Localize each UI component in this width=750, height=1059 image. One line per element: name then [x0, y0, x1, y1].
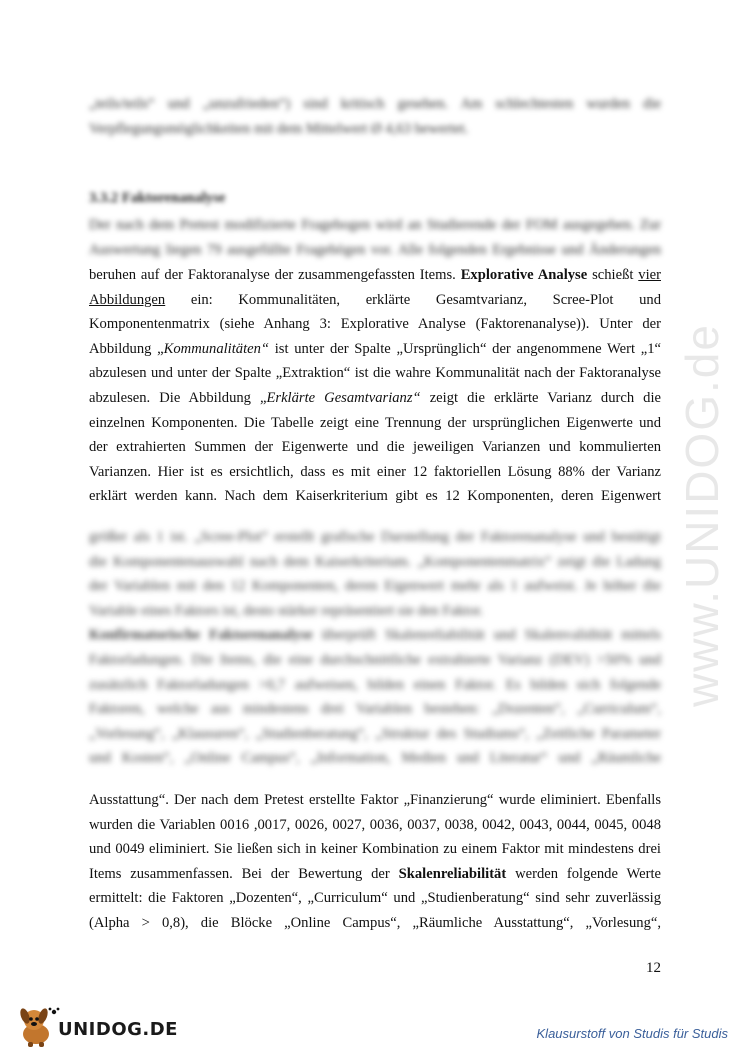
text-span: Items zusammenfassen. Bei der Bewertung der [89, 865, 399, 882]
text-line [89, 263, 661, 288]
text-line: die Komponentenauswahl nach dem Kaiserkriterium. „Komponentenmatrix“ zeigt die Ladung [89, 553, 661, 570]
page-number: 12 [646, 960, 661, 976]
section-heading: 3.3.2 Faktorenanalyse [89, 190, 226, 206]
text-line: Komponentenmatrix (siehe Anhang 3: Explorative Analyse (Faktorenanalyse)). Unter der [89, 316, 661, 333]
text-line [89, 337, 661, 362]
underlined-term: Abbildungen [89, 291, 166, 308]
italic-term: Kommunalitäten“ [163, 340, 270, 357]
unidog-logo [14, 1004, 178, 1048]
text-span: beruhen auf der Faktoranalyse der zusammengefassten Items. [89, 267, 461, 283]
logo-text: UNIDOG.DE [58, 1019, 178, 1040]
text-span: abzulesen. Die Abbildung „ [89, 389, 267, 406]
text-line: Faktorladungen. Die Items, die eine durchschnittliche extrahierte Varianz (DEV) >50% und [89, 651, 661, 668]
section-blurred-top [89, 213, 661, 262]
section-clear-text [89, 263, 661, 509]
text-line: der extrahierten Summen der Eigenwerte und die jeweiligen Varianzen und kommulierten [89, 439, 661, 456]
text-line: „Vorlesung“, „Klausuren“, „Studienberatung“, „Struktur des Studiums“, „Zeitliche Parameter [89, 725, 661, 742]
text-line: (Alpha > 0,8), die Blöcke „Online Campus“, „Räumliche Ausstattung“, „Vorlesung“, [89, 914, 661, 931]
text-line [89, 862, 661, 887]
text-line: größer als 1 ist. „Scree-Plot“ erstellt grafische Darstellung der Faktorenanalyse und bestätigt [89, 529, 661, 545]
text-line: ermittelt: die Faktoren „Dozenten“, „Curriculum“ und „Studienberatung“ sind sehr zuverlässig [89, 890, 661, 907]
section-blurred-middle [89, 525, 661, 771]
watermark [672, 300, 732, 730]
text-line: und 0049 eliminiert. Sie ließen sich in keiner Kombination zu einem Faktor mit mindestens drei [89, 841, 661, 858]
text-line [89, 288, 661, 313]
dog-mascot-icon [14, 1004, 60, 1048]
text-line [89, 623, 661, 648]
text-line: Variable eines Faktors ist, desto stärker repräsentiert sie den Faktor. [89, 602, 484, 619]
text-line: Varianzen. Hier ist es ersichtlich, dass es mit einer 12 faktoriellen Lösung 88% der Varianz [89, 463, 661, 480]
text-line: Auswertung liegen 79 ausgefüllte Fragebögen vor. Alle folgenden Ergebnisse und Änderungen [89, 241, 661, 258]
text-line: einzelnen Komponenten. Die Tabelle zeigt eine Trennung der ursprünglichen Eigenwerte und [89, 414, 661, 431]
text-line: Der nach dem Pretest modifizierte Fragebogen wird an Studierende der FOM ausgegeben. Zur [89, 217, 661, 233]
text-line: Faktoren, welche aus mindestens drei Variablen bestehen: „Dozenten“, „Curriculum“, [89, 701, 661, 718]
section-clear-bottom [89, 788, 661, 936]
watermark-text: www.UNIDOG.de [676, 323, 729, 707]
text-span: ein: Kommunalitäten, erklärte Gesamtvarianz, Scree-Plot und [165, 291, 661, 308]
text-span: zeigt die erklärte Varianz durch die [420, 389, 661, 406]
text-span: überprüft Skalenreliabilität und Skalenvalidität mittels [312, 627, 661, 644]
intro-line: „teils/teils“ und „unzufrieden“) sind kritisch gesehen. Am schlechtesten wurden die [89, 96, 661, 112]
text-span: ist unter der Spalte „Ursprünglich“ der angenommene Wert „1“ [269, 340, 661, 357]
underlined-term: vier [638, 267, 661, 283]
text-line: wurden die Variablen 0016 ,0017, 0026, 0027, 0036, 0037, 0038, 0042, 0043, 0044, 0045, 0048 [89, 816, 661, 833]
text-line: Ausstattung“. Der nach dem Pretest erstellte Faktor „Finanzierung“ wurde eliminiert. Ebenfalls [89, 792, 661, 808]
text-line: der Variablen mit den 12 Komponenten, deren Eigenwert mehr als 1 aufweist. Je höher die [89, 578, 661, 595]
intro-line: Verpflegungsmöglichkeiten mit dem Mittelwert Ø 4,63 bewertet. [89, 120, 469, 137]
bold-term: Konfirmatorische Faktorenanalyse [89, 627, 313, 644]
italic-term: Erklärte Gesamtvarianz“ [266, 389, 421, 406]
text-line: erklärt werden kann. Nach dem Kaiserkriterium gibt es 12 Komponenten, deren Eigenwert [89, 488, 661, 505]
text-line: und Kosten“, „Online Campus“, „Information, Medien und Literatur“ und „Räumliche [89, 750, 661, 767]
explorative-analyse-term: Explorative Analyse [460, 267, 588, 283]
bold-term: Skalenreliabilität [398, 865, 507, 882]
intro-paragraph [89, 92, 661, 141]
text-line: zusätzlich Faktorladungen >0,7 aufweisen, bilden einen Faktor. Es bilden sich folgende [89, 676, 661, 693]
text-line [89, 386, 661, 411]
footer-slogan: Klausurstoff von Studis für Studis [536, 1026, 728, 1041]
text-span: Abbildung „ [89, 340, 164, 357]
text-span: werden folgende Werte [506, 865, 661, 882]
text-span: schießt [587, 267, 639, 283]
text-line: abzulesen und unter der Spalte „Extraktion“ ist die wahre Kommunalität nach der Faktoranalyse [89, 365, 661, 382]
